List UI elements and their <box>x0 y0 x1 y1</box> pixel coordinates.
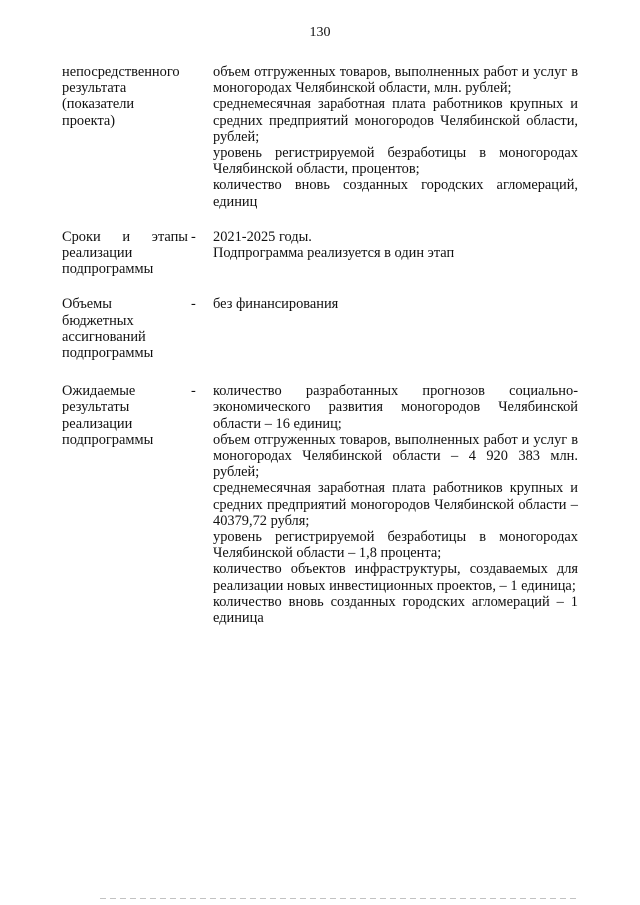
value-item: 2021-2025 годы. <box>213 228 312 245</box>
row-dash: - <box>191 228 196 245</box>
value-item: количество вновь созданных городских агломераций – 1 единица <box>213 593 578 627</box>
row-label-word: и <box>122 228 131 245</box>
row-label <box>62 383 190 448</box>
value-item: среднемесячная заработная плата работников крупных и средних предприятий моногородов Челябинской области, рублей; <box>213 96 578 145</box>
table-row <box>62 229 582 278</box>
row-value <box>213 64 578 210</box>
value-item: без финансирования <box>213 296 339 313</box>
passport-table <box>62 64 582 626</box>
row-label-line <box>62 229 188 245</box>
row-label-line: подпрограммы <box>62 345 154 362</box>
row-label-line: реализации <box>62 415 133 432</box>
page-number: 130 <box>309 25 331 40</box>
row-dash: - <box>191 383 196 400</box>
row-label-line: Объемы <box>62 296 112 313</box>
row-label-line: подпрограммы <box>62 261 154 278</box>
value-item: среднемесячная заработная плата работников крупных и средних предприятий моногородов Челябинской области – 40379,72 рубля; <box>213 480 578 529</box>
row-label-line: непосредственного <box>62 64 180 80</box>
row-label-line: результаты <box>62 399 130 416</box>
row-value <box>213 229 578 261</box>
value-item: количество объектов инфраструктуры, создаваемых для реализации новых инвестиционных проектов, – 1 единица; <box>213 561 578 594</box>
row-label-line: ассигнований <box>62 328 146 345</box>
scan-edge-divider <box>100 898 580 899</box>
table-row <box>62 64 582 210</box>
value-item: уровень регистрируемой безработицы в моногородах Челябинской области – 1,8 процента; <box>213 529 578 562</box>
row-label-line: реализации <box>62 245 133 262</box>
row-label <box>62 64 190 129</box>
row-label-line: бюджетных <box>62 312 134 329</box>
value-item: Подпрограмма реализуется в один этап <box>213 245 455 262</box>
row-label-line: результата <box>62 80 127 97</box>
row-value <box>213 296 578 312</box>
row-value <box>213 383 578 626</box>
table-row <box>62 383 582 626</box>
row-label-line: Ожидаемые <box>62 383 136 400</box>
row-label-line: проекта) <box>62 112 116 129</box>
value-item: объем отгруженных товаров, выполненных работ и услуг в моногородах Челябинской области, млн. рублей; <box>213 64 578 97</box>
value-item: уровень регистрируемой безработицы в моногородах Челябинской области, процентов; <box>213 145 578 178</box>
row-label-line: подпрограммы <box>62 431 154 448</box>
row-label-word: Сроки <box>62 228 101 245</box>
value-item: объем отгруженных товаров, выполненных работ и услуг в моногородах Челябинской области – 4 920 383 млн. рублей; <box>213 431 578 481</box>
row-label-line: (показатели <box>62 96 135 113</box>
row-label <box>62 229 190 278</box>
row-label <box>62 296 190 361</box>
value-item: количество вновь созданных городских агломераций, единиц <box>213 177 578 210</box>
row-dash: - <box>191 296 196 313</box>
value-item: количество разработанных прогнозов социально-экономического развития моногородов Челябинской области – 16 единиц; <box>213 383 578 432</box>
row-label-word: этапы <box>151 228 188 245</box>
table-row <box>62 296 582 361</box>
